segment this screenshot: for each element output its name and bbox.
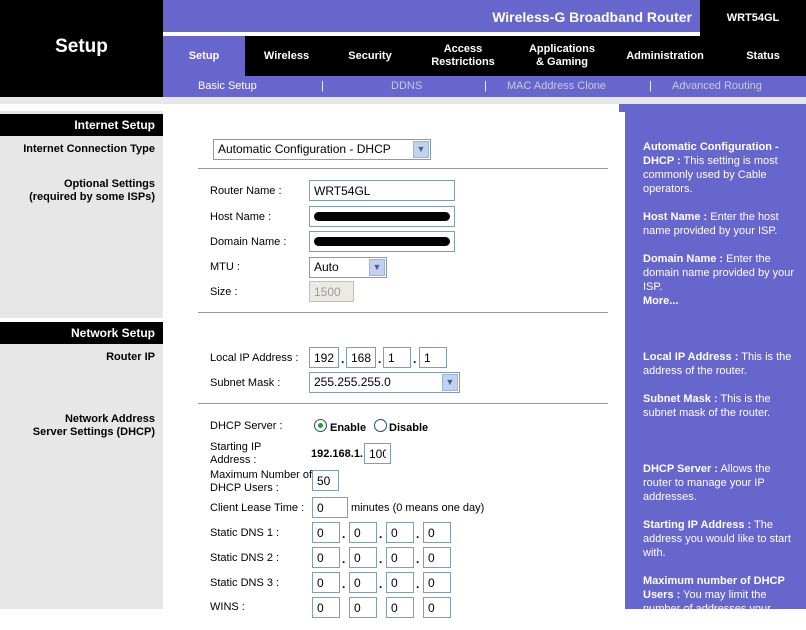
internet-connection-type-label: Internet Connection Type: [23, 143, 155, 155]
subtab-basic-setup[interactable]: Basic Setup: [198, 80, 257, 92]
local-ip-octet-2[interactable]: [346, 347, 376, 368]
static-dns-1-label: Static DNS 1 :: [210, 527, 280, 539]
subtab-separator: |: [484, 80, 487, 92]
router-name-label: Router Name :: [210, 185, 282, 197]
local-ip-label: Local IP Address :: [210, 352, 299, 364]
divider: [198, 312, 608, 313]
product-bar: [163, 0, 700, 34]
dhcp-disable-label: Disable: [389, 422, 429, 434]
router-ip-label: Router IP: [106, 351, 155, 363]
help-subnet-mask: [643, 392, 799, 420]
static-dns-3-octet-2[interactable]: [349, 572, 377, 593]
octet-separator: .: [416, 527, 420, 541]
product-name: Wireless-G Broadband Router: [492, 9, 692, 25]
help-local-ip: [643, 350, 799, 378]
main-tabs: [163, 36, 806, 76]
help-dhcp-server: [643, 462, 799, 504]
static-dns-1-octet-3[interactable]: [386, 522, 414, 543]
dhcp-enable-label: Enable: [330, 422, 367, 434]
dhcp-enable-radio[interactable]: [314, 419, 327, 432]
wins-octet-3[interactable]: [386, 597, 414, 618]
host-name-label: Host Name :: [210, 211, 272, 223]
subnet-mask-select[interactable]: [309, 372, 460, 393]
divider: [198, 403, 608, 404]
subtab-separator: |: [649, 80, 652, 92]
help-host-name-title: Host Name :: [643, 211, 708, 223]
octet-separator: .: [416, 552, 420, 566]
subtab-ddns[interactable]: DDNS: [391, 80, 423, 92]
help-dhcp-server-text: Allows the router to manage your IP addresses.: [643, 463, 771, 503]
octet-separator: .: [413, 352, 417, 366]
divider: [0, 104, 163, 111]
left-column: [0, 97, 163, 609]
static-dns-3-octet-4[interactable]: [423, 572, 451, 593]
help-host-name-text: Enter the host name provided by your ISP.: [643, 211, 779, 237]
octet-separator: .: [342, 527, 346, 541]
max-users-field[interactable]: [312, 470, 339, 491]
internet-setup-heading: Internet Setup: [0, 114, 163, 136]
help-starting-ip-text: The address you would like to start with.: [643, 519, 791, 559]
starting-ip-prefix: 192.168.1.: [311, 448, 363, 460]
mtu-value: Auto: [314, 260, 339, 274]
local-ip-octet-4[interactable]: [419, 347, 447, 368]
help-auto-config: [643, 140, 799, 196]
starting-ip-field[interactable]: [364, 443, 391, 464]
subtab-advanced-routing[interactable]: Advanced Routing: [672, 80, 762, 92]
mtu-size-field: [309, 281, 354, 302]
octet-separator: .: [342, 552, 346, 566]
sub-tabs: [163, 76, 806, 97]
client-lease-time-label: Client Lease Time :: [210, 502, 305, 514]
tab-status[interactable]: Status: [746, 49, 780, 62]
mtu-select[interactable]: [309, 257, 387, 278]
static-dns-2-octet-4[interactable]: [423, 547, 451, 568]
help-domain-name-text: Enter the domain name provided by your ISP.: [643, 253, 795, 293]
octet-separator: .: [379, 577, 383, 591]
dhcp-disable-radio[interactable]: [374, 419, 387, 432]
octet-separator: .: [342, 577, 346, 591]
tab-access-restrictions[interactable]: Access Restrictions: [431, 43, 495, 68]
wins-octet-4[interactable]: [423, 597, 451, 618]
tab-applications-gaming[interactable]: Applications & Gaming: [528, 43, 595, 68]
host-name-field[interactable]: [309, 206, 455, 227]
client-lease-time-hint: minutes (0 means one day): [351, 502, 485, 514]
static-dns-3-label: Static DNS 3 :: [210, 577, 280, 589]
help-local-ip-title: Local IP Address :: [643, 351, 739, 363]
tab-setup[interactable]: Setup: [163, 36, 245, 76]
connection-type-value: Automatic Configuration - DHCP: [218, 142, 391, 156]
octet-separator: .: [416, 577, 420, 591]
static-dns-1-octet-4[interactable]: [423, 522, 451, 543]
help-max-users-title: Maximum number of DHCP Users :: [643, 575, 785, 601]
model-label: WRT54GL: [700, 0, 806, 36]
help-subnet-mask-title: Subnet Mask :: [643, 393, 718, 405]
local-ip-octet-1[interactable]: [309, 347, 339, 368]
more-link[interactable]: More...: [643, 295, 679, 307]
static-dns-1-octet-2[interactable]: [349, 522, 377, 543]
subnet-mask-value: 255.255.255.0: [314, 375, 391, 389]
static-dns-3-octet-3[interactable]: [386, 572, 414, 593]
help-dhcp-server-title: DHCP Server :: [643, 463, 718, 475]
domain-name-label: Domain Name :: [210, 236, 287, 248]
network-setup-heading: Network Setup: [0, 322, 163, 344]
static-dns-2-octet-3[interactable]: [386, 547, 414, 568]
local-ip-octet-3[interactable]: [383, 347, 411, 368]
connection-type-select[interactable]: [213, 139, 431, 160]
help-domain-name: [643, 252, 799, 294]
tab-security[interactable]: Security: [348, 49, 392, 62]
redacted-value: [314, 212, 450, 221]
help-max-users: [643, 574, 799, 630]
chevron-down-icon: ▼: [369, 259, 385, 276]
router-name-field[interactable]: [309, 180, 455, 201]
size-label: Size :: [210, 286, 238, 298]
help-domain-name-title: Domain Name :: [643, 253, 724, 265]
subnet-mask-label: Subnet Mask :: [210, 377, 281, 389]
help-local-ip-text: This is the address of the router.: [643, 351, 792, 377]
static-dns-2-octet-1[interactable]: [312, 547, 340, 568]
octet-separator: .: [379, 527, 383, 541]
help-auto-config-title: Automatic Configuration - DHCP :: [643, 141, 779, 167]
chevron-down-icon: ▼: [413, 141, 429, 158]
octet-separator: .: [341, 352, 345, 366]
wins-label: WINS :: [210, 601, 245, 613]
dhcp-settings-label: Network Address Server Settings (DHCP): [32, 413, 155, 438]
tab-wireless[interactable]: Wireless: [263, 49, 310, 62]
subtab-separator: |: [321, 80, 324, 92]
octet-separator: .: [379, 552, 383, 566]
tab-administration[interactable]: Administration: [626, 49, 704, 62]
divider: [619, 97, 806, 104]
page-title: Setup: [55, 36, 108, 57]
wins-octet-1[interactable]: [312, 597, 340, 618]
static-dns-2-label: Static DNS 2 :: [210, 552, 280, 564]
static-dns-2-octet-2[interactable]: [349, 547, 377, 568]
divider: [198, 168, 608, 169]
static-dns-3-octet-1[interactable]: [312, 572, 340, 593]
help-host-name: [643, 210, 799, 238]
redacted-value: [314, 237, 450, 246]
help-max-users-text: You may limit the number of addresses your router hands out.: [643, 589, 771, 629]
dhcp-server-label: DHCP Server :: [210, 420, 283, 432]
help-subnet-mask-text: This is the subnet mask of the router.: [643, 393, 771, 419]
help-starting-ip-title: Starting IP Address :: [643, 519, 752, 531]
starting-ip-label: Starting IP Address :: [210, 441, 262, 466]
client-lease-time-field[interactable]: [312, 497, 348, 518]
help-starting-ip: [643, 518, 799, 560]
mtu-label: MTU :: [210, 261, 240, 273]
help-auto-config-text: This setting is most commonly used by Cable operators.: [643, 155, 778, 195]
divider: [163, 97, 619, 104]
static-dns-1-octet-1[interactable]: [312, 522, 340, 543]
divider: [619, 112, 625, 609]
max-users-label: Maximum Number of DHCP Users :: [210, 469, 313, 494]
wins-octet-2[interactable]: [349, 597, 377, 618]
domain-name-field[interactable]: [309, 231, 455, 252]
optional-settings-label: Optional Settings (required by some ISPs): [29, 178, 155, 203]
subtab-mac-address-clone[interactable]: MAC Address Clone: [507, 80, 607, 92]
chevron-down-icon: ▼: [442, 374, 458, 391]
octet-separator: .: [378, 352, 382, 366]
